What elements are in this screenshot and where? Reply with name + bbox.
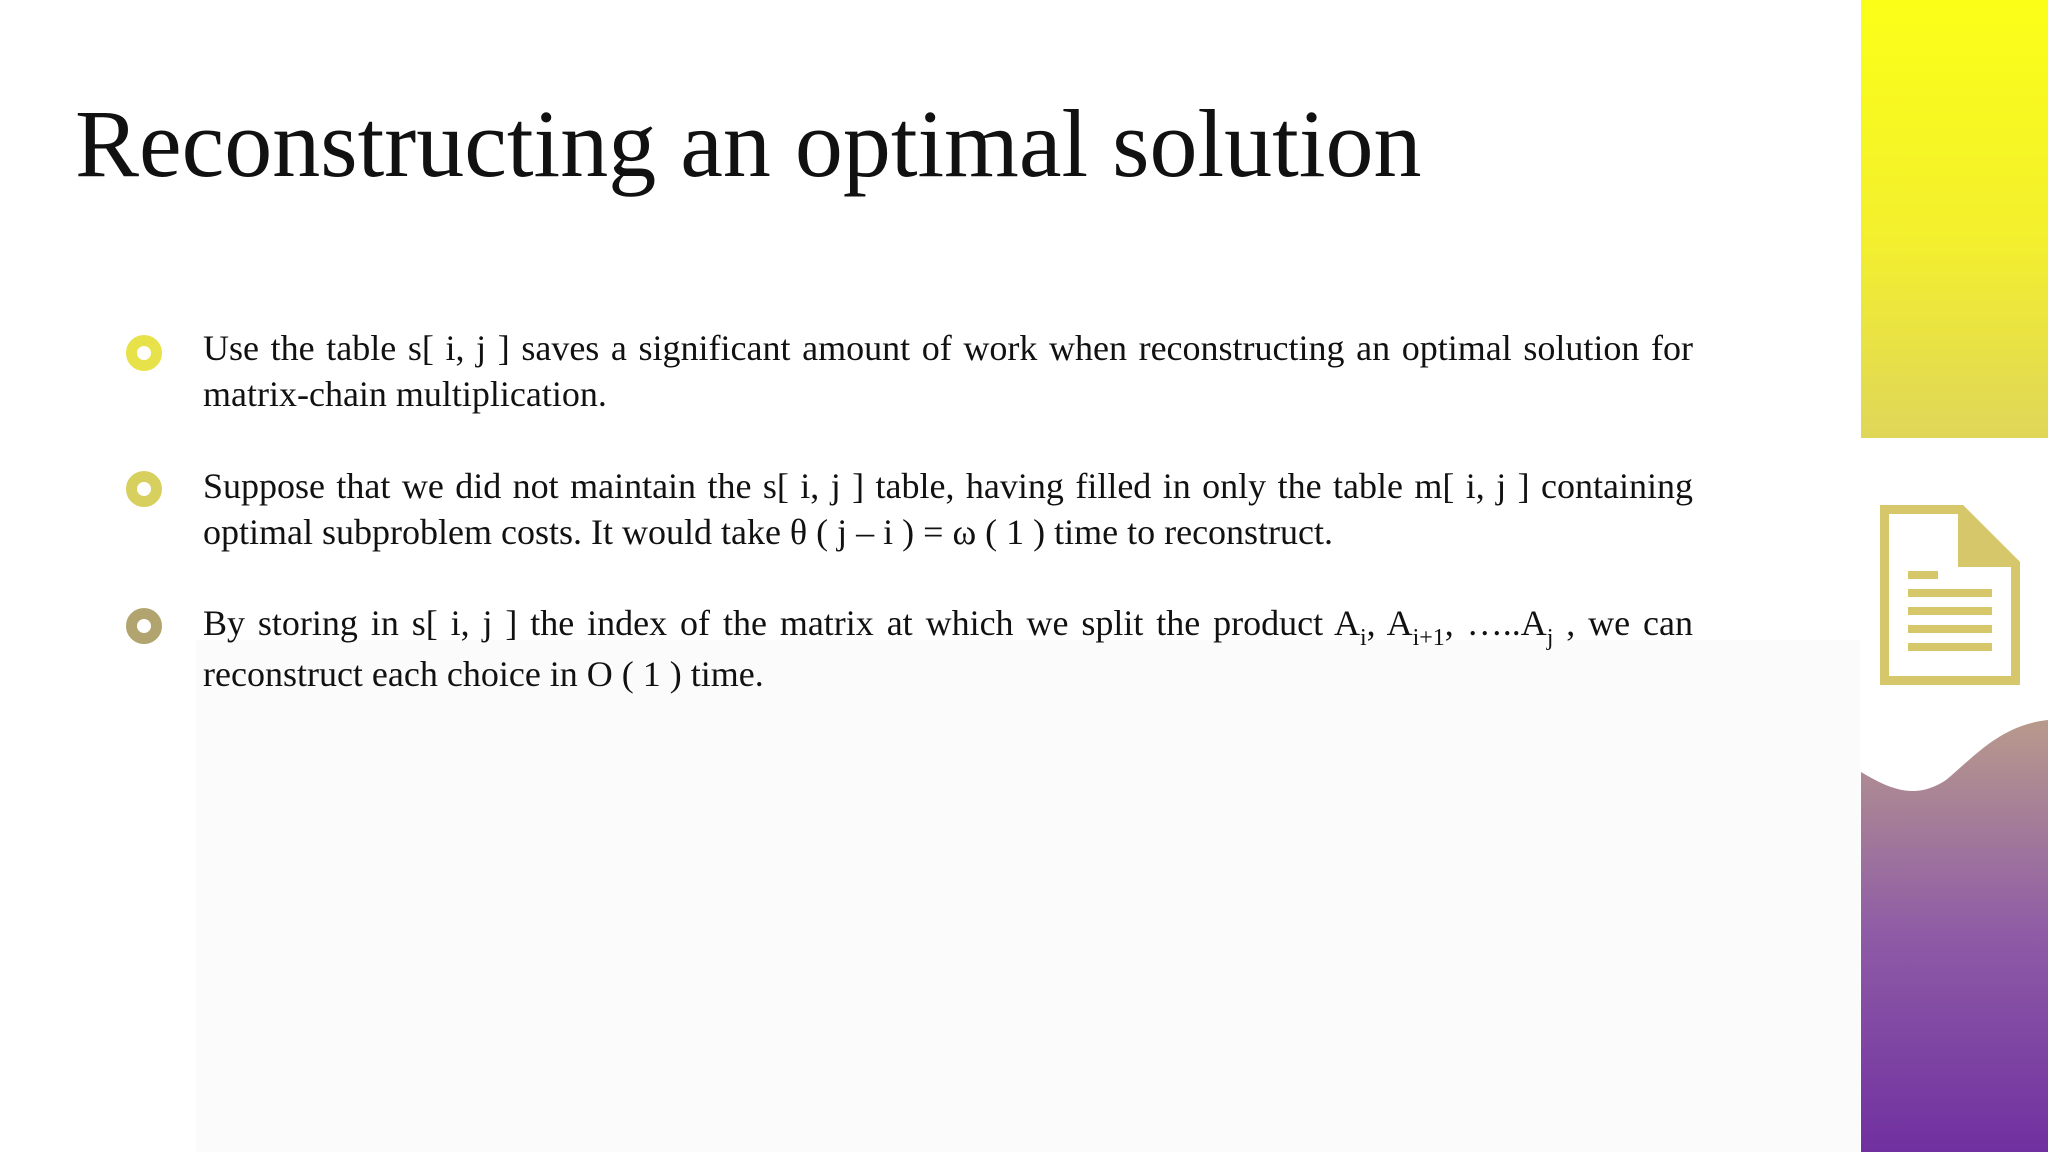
document-icon [1880,505,2020,685]
content-panel [196,640,1860,1152]
bullet-text-2: Suppose that we did not maintain the s[ i, j ] table, having filled in only the table m[ i, j ] containing optimal subproblem costs. It would take θ ( j – i ) = ω ( 1 ) time to reconstruct. [203,466,1693,552]
slide-title: Reconstructing an optimal solution [75,90,1422,197]
bullet-marker-2 [126,471,162,507]
subscript-i-plus-1: i+1 [1412,625,1445,651]
side-accent-bottom [1861,720,2048,1152]
subscript-j: j [1546,625,1554,651]
subscript-i: i [1360,625,1367,651]
bullet-text-3: By storing in s[ i, j ] the index of the matrix at which we split the product $A_i$, $A_{i+1}$, $\dots..A_j$ , we can reconstruct each choice in O ( 1 ) time. [203,603,1694,694]
bullet-text-1: Use the table s[ i, j ] saves a significant amount of work when reconstructing an optimal solution for matrix-chain multiplication. [203,328,1693,414]
bullet-marker-1 [126,335,162,371]
side-accent-top [1861,0,2048,438]
bullet-marker-3 [126,608,162,644]
